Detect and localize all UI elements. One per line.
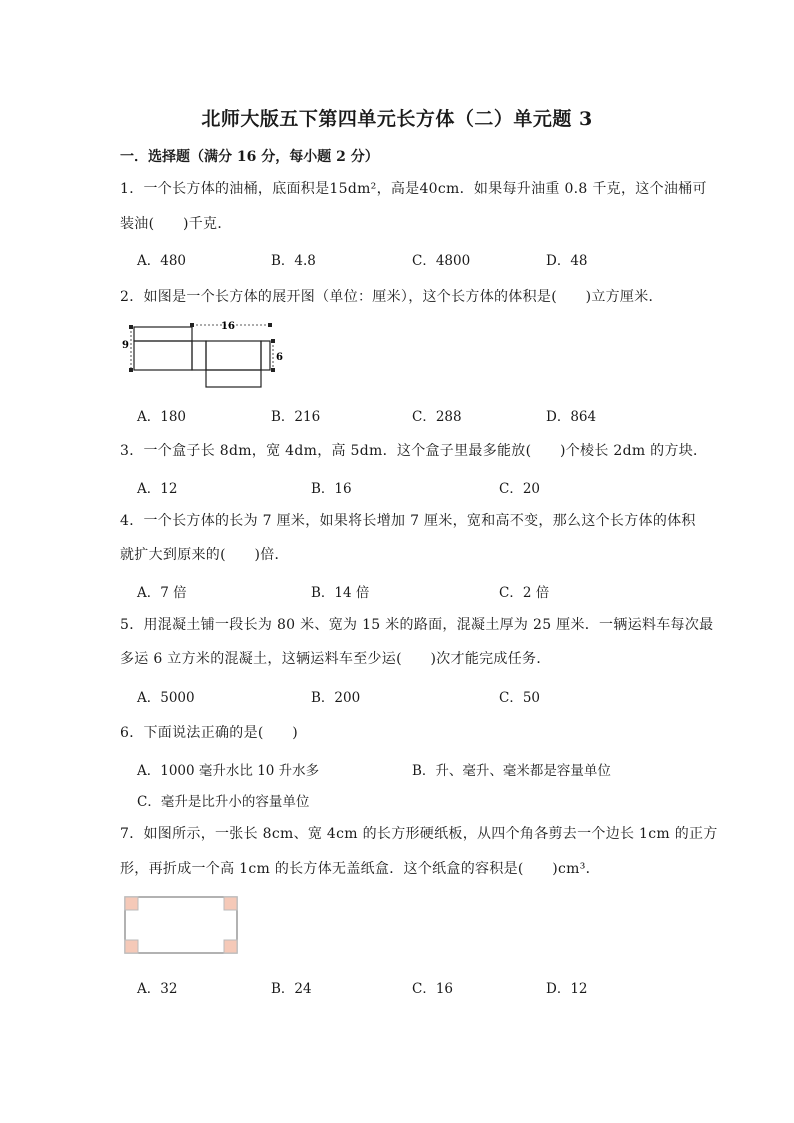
q1-option-a[interactable]: A．480: [137, 253, 187, 269]
q5-text-line1: 5．用混凝土铺一段长为 80 米、宽为 15 米的路面，混凝土厚为 25 厘米．一辆运料车每次最: [120, 617, 714, 633]
q1-text-line1: 1．一个长方体的油桶，底面积是15dm²，高是40cm．如果每升油重 0.8 千克，这个油桶可: [120, 181, 707, 197]
net-label-9: 9: [122, 340, 129, 351]
q2-option-b[interactable]: B．216: [271, 409, 321, 425]
net-label-16: 16: [221, 321, 235, 332]
q4-text-line1: 4．一个长方体的长为 7 厘米，如果将长增加 7 厘米，宽和高不变，那么这个长方体的体积: [120, 513, 696, 529]
q1-text-line2: 装油( )千克．: [120, 216, 232, 232]
q7-text-line2: 形，再折成一个高 1cm 的长方体无盖纸盒．这个纸盒的容积是( )cm³．: [120, 861, 600, 877]
q3-option-b[interactable]: B．16: [311, 481, 352, 497]
q6-option-c[interactable]: C．毫升是比升小的容量单位: [137, 794, 310, 810]
q3-option-c[interactable]: C．20: [499, 481, 541, 497]
q6-text-line1: 6．下面说法正确的是( ): [120, 725, 299, 741]
section-heading: 一．选择题（满分 16 分，每小题 2 分）: [120, 149, 379, 165]
q5-option-a[interactable]: A．5000: [137, 690, 195, 706]
q6-option-b[interactable]: B．升、毫升、毫米都是容量单位: [412, 763, 611, 779]
q1-option-b[interactable]: B．4.8: [271, 253, 316, 269]
q4-option-a[interactable]: A．7 倍: [137, 585, 187, 601]
q1-option-c[interactable]: C．4800: [412, 253, 471, 269]
q2-option-a[interactable]: A．180: [137, 409, 187, 425]
q1-option-d[interactable]: D．48: [546, 253, 588, 269]
q2-text-line1: 2．如图是一个长方体的展开图（单位：厘米），这个长方体的体积是( )立方厘米．: [120, 289, 663, 305]
q7-option-d[interactable]: D．12: [546, 981, 588, 997]
q5-option-b[interactable]: B．200: [311, 690, 361, 706]
q4-text-line2: 就扩大到原来的( )倍．: [120, 547, 289, 563]
q3-option-a[interactable]: A．12: [137, 481, 178, 497]
page-title: 北师大版五下第四单元长方体（二）单元题 3: [201, 108, 593, 130]
q3-text-line1: 3．一个盒子长 8dm，宽 4dm，高 5dm．这个盒子里最多能放( )个棱长 2dm 的方块．: [120, 443, 708, 459]
q2-option-d[interactable]: D．864: [546, 409, 597, 425]
q4-option-c[interactable]: C．2 倍: [499, 585, 550, 601]
q2-cuboid-net-figure: [118, 318, 288, 390]
q7-option-a[interactable]: A．32: [137, 981, 178, 997]
q6-option-a[interactable]: A．1000 毫升水比 10 升水多: [137, 763, 320, 779]
q7-text-line1: 7．如图所示，一张长 8cm、宽 4cm 的长方形硬纸板，从四个角各剪去一个边长 1cm 的正方: [120, 826, 718, 842]
q7-cardboard-figure: [123, 894, 241, 958]
q5-text-line2: 多运 6 立方米的混凝土，这辆运料车至少运( )次才能完成任务．: [120, 651, 551, 667]
net-label-6: 6: [276, 352, 283, 363]
q2-option-c[interactable]: C．288: [412, 409, 462, 425]
q4-option-b[interactable]: B．14 倍: [311, 585, 370, 601]
q5-option-c[interactable]: C．50: [499, 690, 541, 706]
q7-option-c[interactable]: C．16: [412, 981, 454, 997]
q7-option-b[interactable]: B．24: [271, 981, 312, 997]
